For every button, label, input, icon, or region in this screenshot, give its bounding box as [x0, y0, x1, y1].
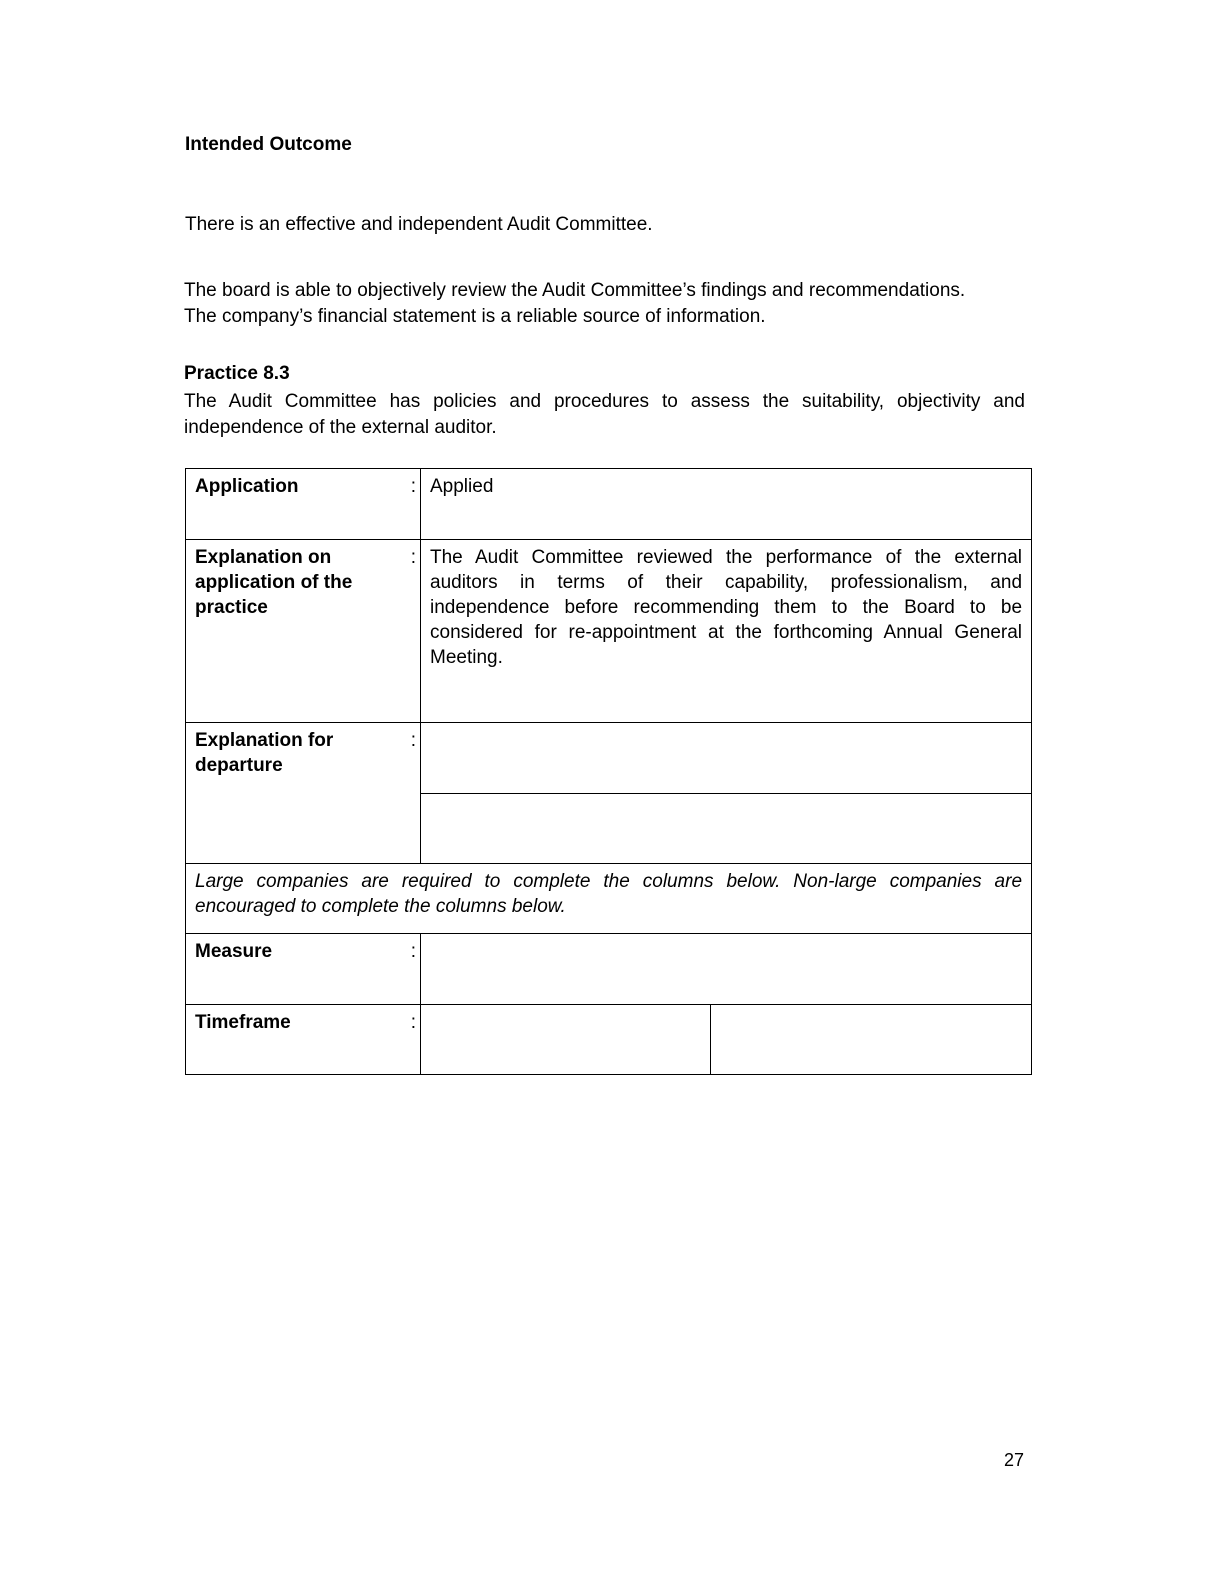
note-row — [186, 864, 1032, 934]
application-row — [186, 469, 1032, 540]
application-label-cell — [186, 469, 421, 540]
practice-heading: Practice 8.3 — [184, 363, 290, 384]
explanation-label-cell — [186, 540, 421, 723]
measure-row — [186, 934, 1032, 1005]
measure-label: Measure — [195, 941, 273, 962]
departure-value-2 — [421, 794, 1032, 864]
explanation-label: Explanation on application of the practice — [195, 547, 353, 618]
practice-table — [185, 468, 1032, 1075]
outcome-statement-2 — [184, 278, 1044, 330]
explanation-row — [186, 540, 1032, 723]
departure-label-cell — [186, 723, 421, 864]
timeframe-row — [186, 1005, 1032, 1075]
explanation-value: The Audit Committee reviewed the performance of the external auditors in terms of their capability, professionalism, and independence before recommending them to the Board to be considered for re-appointment at the forthcoming Annual General Meeting. — [421, 540, 1032, 723]
departure-value-1 — [421, 723, 1032, 794]
colon-separator: : — [410, 941, 416, 962]
measure-label-cell — [186, 934, 421, 1005]
application-label: Application — [195, 476, 299, 497]
page-number: 27 — [1004, 1450, 1025, 1470]
large-companies-note: Large companies are required to complete the columns below. Non-large companies are encouraged to complete the columns below. — [186, 864, 1032, 934]
colon-separator: : — [410, 476, 416, 497]
departure-row — [186, 723, 1032, 794]
application-value: Applied — [421, 469, 1032, 540]
timeframe-label: Timeframe — [195, 1012, 291, 1033]
outcome-statement-2a: The board is able to objectively review the Audit Committee’s findings and recommendations. — [184, 280, 966, 301]
colon-separator: : — [410, 1012, 416, 1033]
departure-label: Explanation for departure — [195, 730, 334, 776]
outcome-statement-1: There is an effective and independent Audit Committee. — [185, 214, 653, 235]
intended-outcome-heading: Intended Outcome — [185, 134, 352, 155]
timeframe-value-1 — [421, 1005, 711, 1075]
colon-separator: : — [410, 547, 416, 568]
practice-description: The Audit Committee has policies and procedures to assess the suitability, objectivity and independence of the external auditor. — [184, 391, 1025, 438]
timeframe-label-cell — [186, 1005, 421, 1075]
timeframe-value-2 — [711, 1005, 1032, 1075]
measure-value — [421, 934, 1032, 1005]
outcome-statement-2b: The company’s financial statement is a reliable source of information. — [184, 306, 766, 327]
colon-separator: : — [410, 730, 416, 751]
